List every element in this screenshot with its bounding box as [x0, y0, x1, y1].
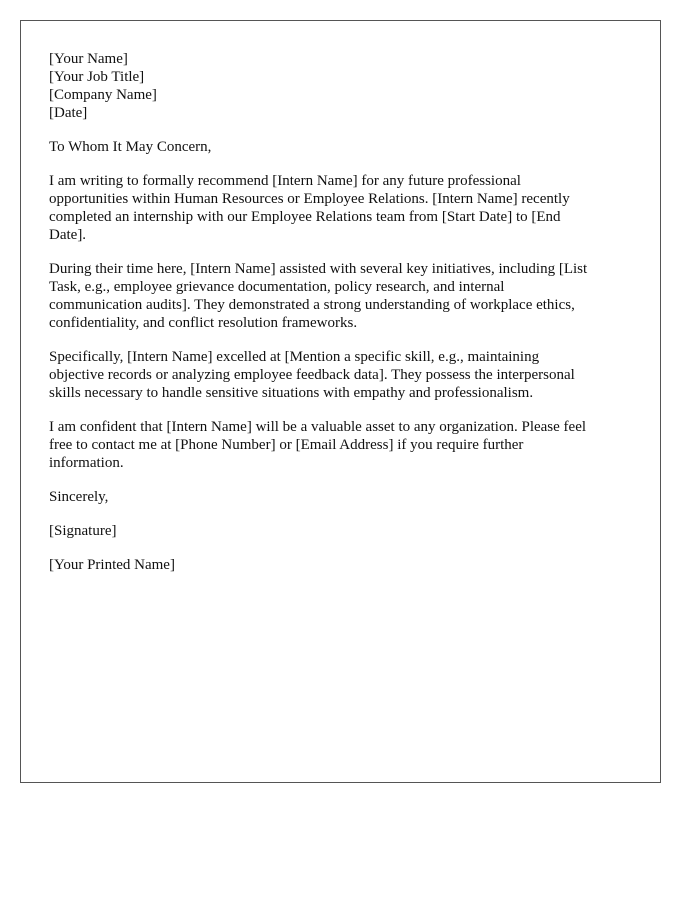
- sender-block: [49, 50, 632, 122]
- text-line: communication audits]. They demonstrated a strong understanding of workplace ethics,: [49, 297, 575, 313]
- text-line: completed an internship with our Employee Relations team from [Start Date] to [End: [49, 209, 561, 225]
- salutation: To Whom It May Concern,: [49, 139, 212, 155]
- paragraph-skills: [49, 348, 632, 402]
- text-line: opportunities within Human Resources or Employee Relations. [Intern Name] recently: [49, 191, 570, 207]
- text-line: I am confident that [Intern Name] will be a valuable asset to any organization. Please feel: [49, 419, 587, 435]
- paragraph-intro: [49, 172, 632, 244]
- text-line: Date].: [49, 227, 87, 243]
- letter-date: [Date]: [49, 105, 88, 121]
- text-line: free to contact me at [Phone Number] or [Email Address] if you require further: [49, 437, 524, 453]
- signature: [Signature]: [49, 523, 117, 539]
- paragraph-duties: [49, 260, 632, 332]
- sender-company: [Company Name]: [49, 87, 157, 103]
- closing: Sincerely,: [49, 489, 109, 505]
- sender-job-title: [Your Job Title]: [49, 69, 145, 85]
- text-line: objective records or analyzing employee feedback data]. They possess the interpersonal: [49, 367, 575, 383]
- text-line: information.: [49, 455, 124, 471]
- letter-page: [20, 20, 661, 783]
- paragraph-closing: [49, 418, 632, 472]
- printed-name: [Your Printed Name]: [49, 557, 175, 573]
- text-line: confidentiality, and conflict resolution frameworks.: [49, 315, 358, 331]
- text-line: I am writing to formally recommend [Intern Name] for any future professional: [49, 173, 521, 189]
- text-line: During their time here, [Intern Name] assisted with several key initiatives, including [List: [49, 261, 588, 277]
- text-line: Task, e.g., employee grievance documentation, policy research, and internal: [49, 279, 505, 295]
- text-line: Specifically, [Intern Name] excelled at [Mention a specific skill, e.g., maintaining: [49, 349, 540, 365]
- sender-name: [Your Name]: [49, 51, 128, 67]
- text-line: skills necessary to handle sensitive situations with empathy and professionalism.: [49, 385, 534, 401]
